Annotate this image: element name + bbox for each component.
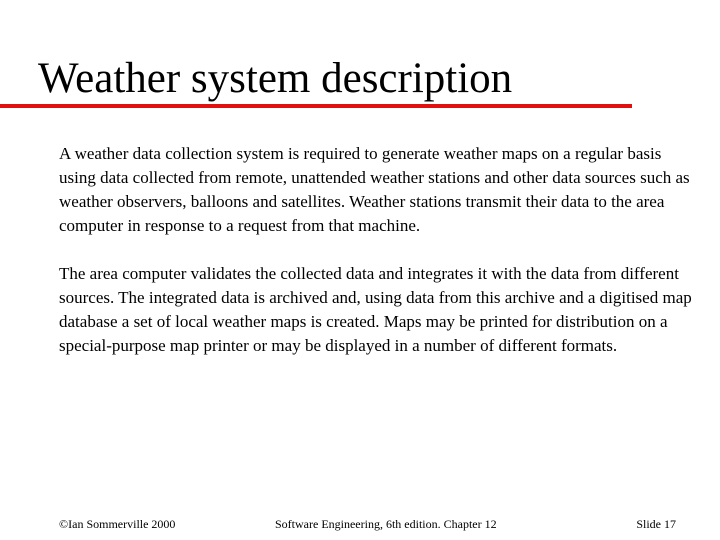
slide-body (59, 142, 699, 382)
body-paragraph-2: The area computer validates the collected data and integrates it with the data from different sources. The integrated data is archived and, using data from this archive and a digitised map database a set of local weather maps is created. Maps may be printed for distribution on a special-purpose map printer or may be displayed in a number of different formats. (59, 264, 692, 355)
body-paragraph-1: A weather data collection system is required to generate weather maps on a regular basis using data collected from remote, unattended weather stations and other data sources such as weather observers, balloons and satellites. Weather stations transmit their data to the area computer in response to a request from that machine. (59, 144, 690, 235)
slide-title: Weather system description (38, 55, 513, 102)
title-underline (0, 104, 632, 108)
footer-copyright: ©Ian Sommerville 2000 (59, 517, 176, 531)
footer-slide-number: Slide 17 (636, 517, 676, 531)
footer-book-title: Software Engineering, 6th edition. Chapter 12 (275, 517, 497, 531)
